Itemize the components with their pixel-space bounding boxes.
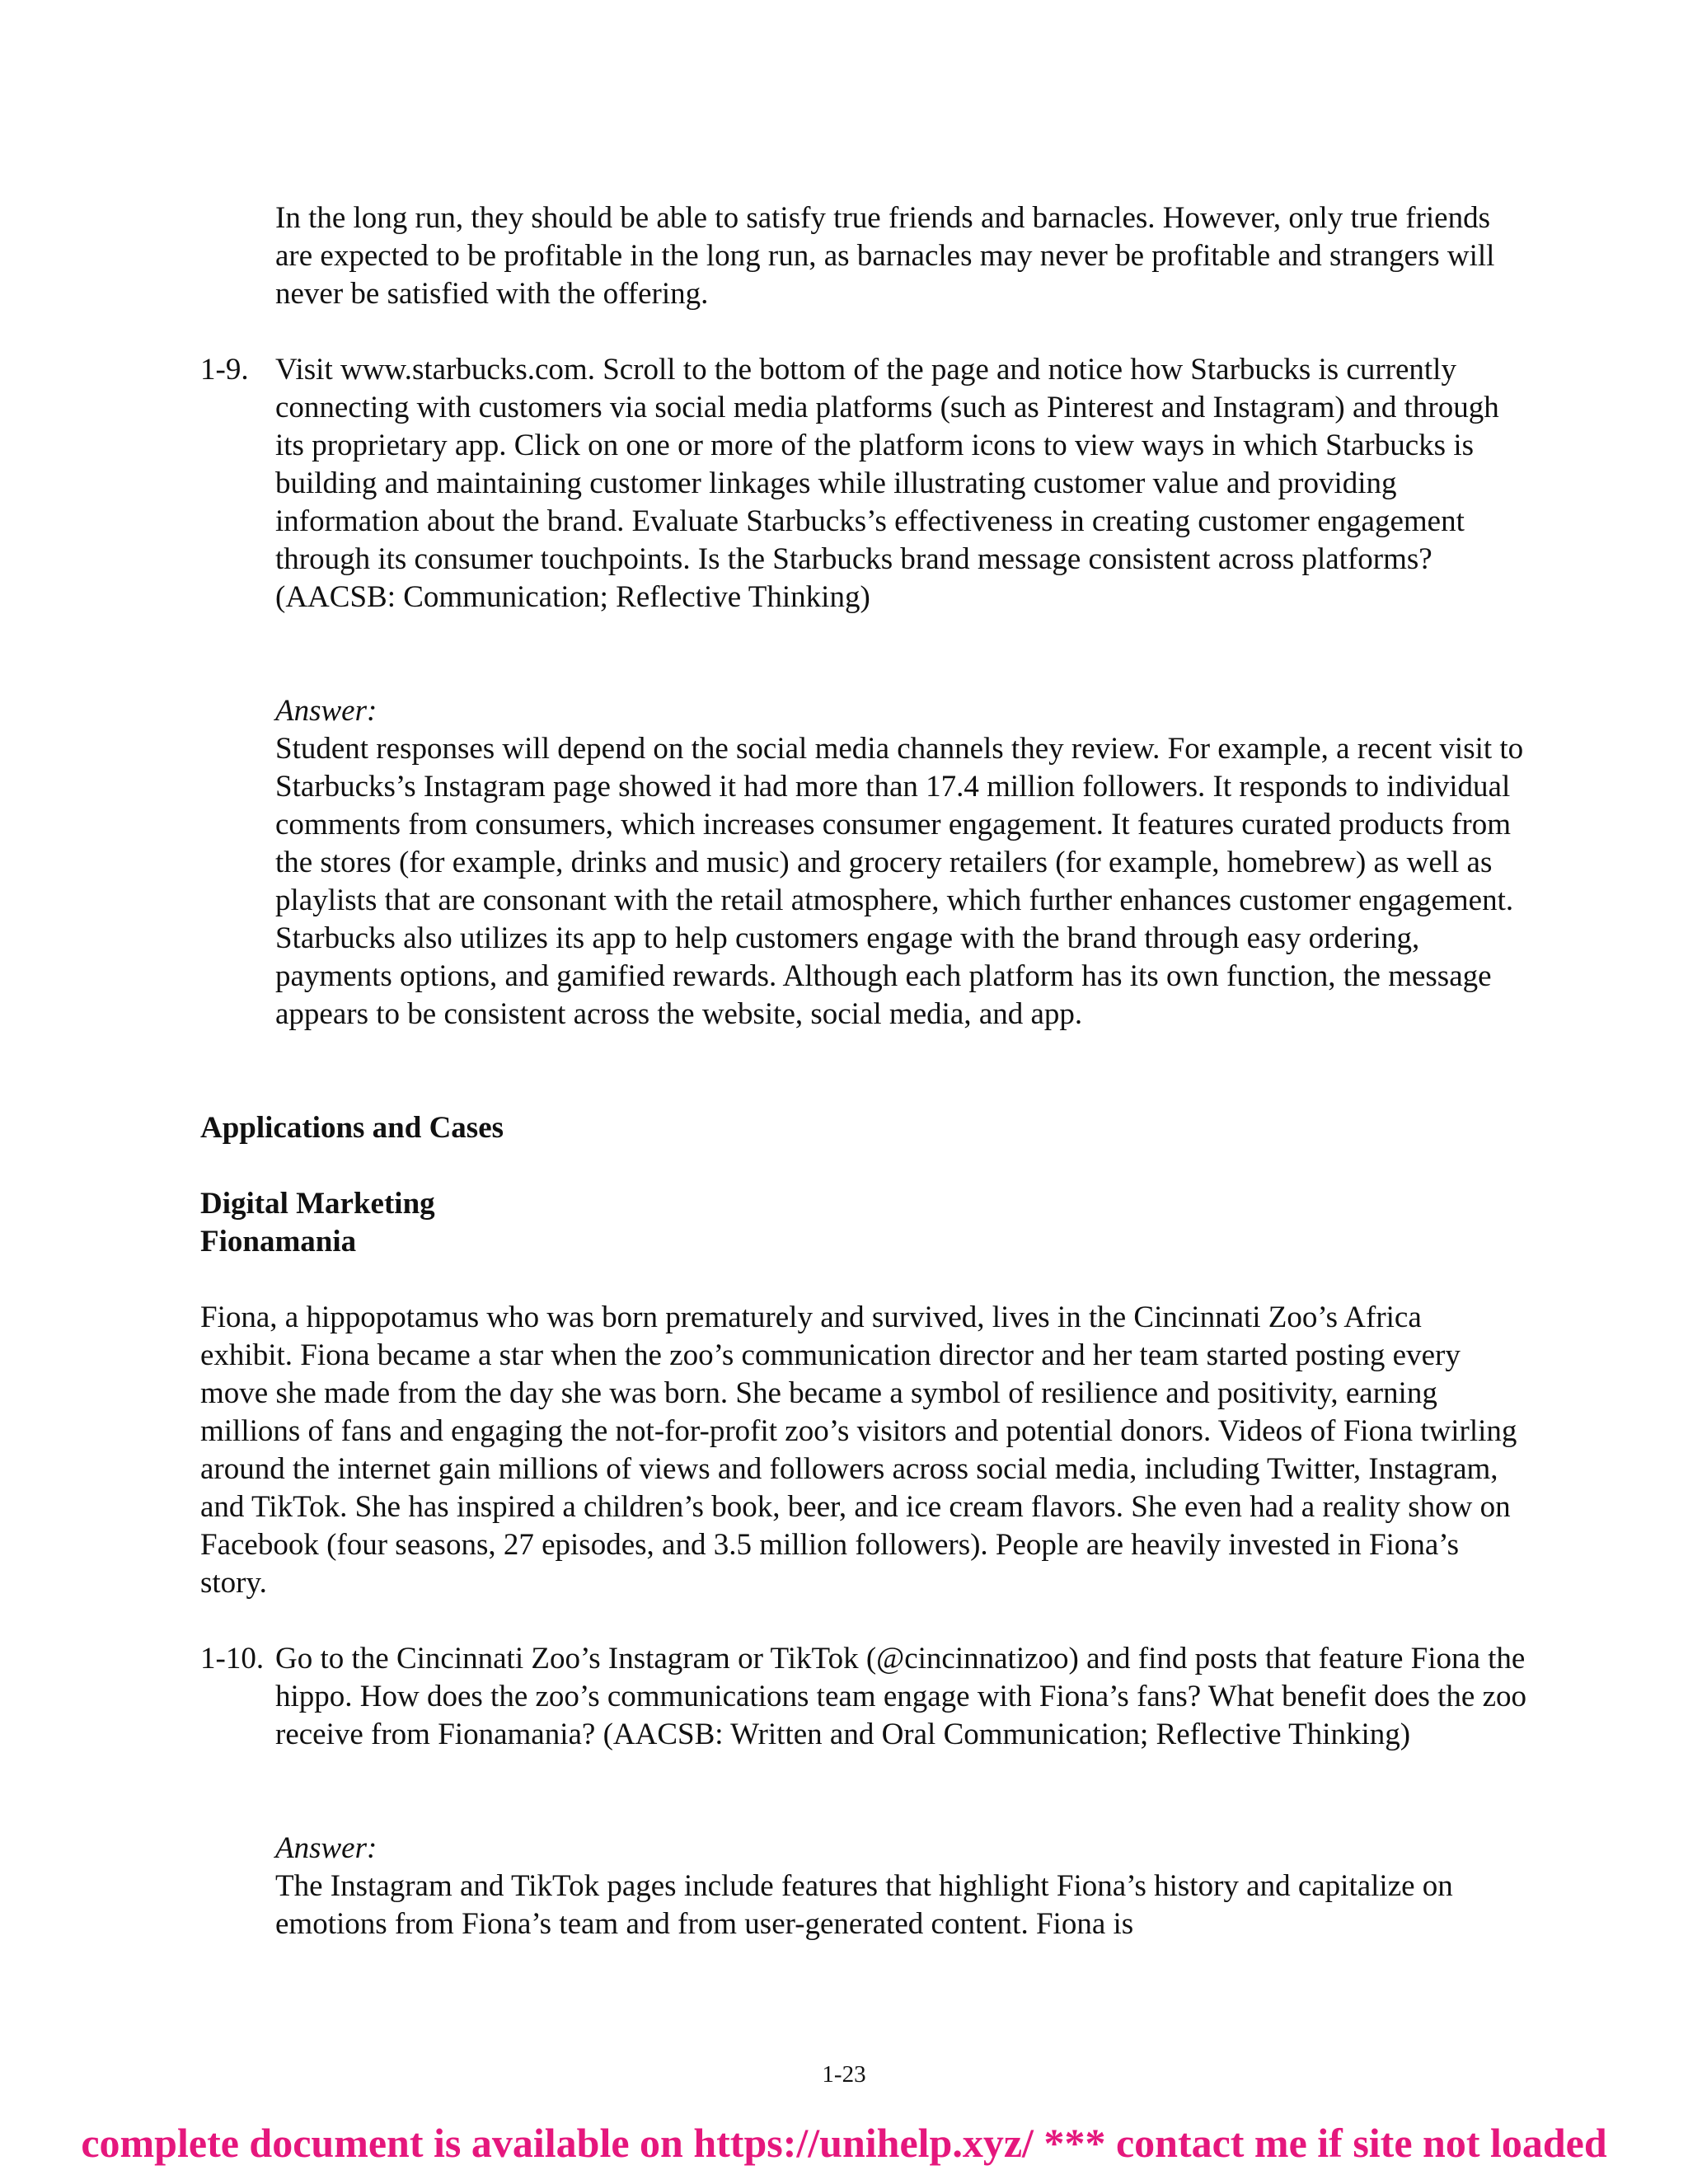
case-heading: Digital Marketing [200,1187,435,1221]
page-number: 1-23 [822,2061,866,2088]
question-number-1-10: 1-10. [200,1642,265,1675]
case-paragraph: Fiona, a hippopotamus who was born prematurely and survived, lives in the Cincinnati Zoo’s Africa exhibit. Fiona became a star when the zoo’s communication director and her team started posting every move she made from the day she was born. She became a symbol of resilience and positivity, earning millions of fans and engaging the not-for-profit zoo’s visitors and potential donors. Videos of Fiona twirling around the internet gain millions of views and followers across social media, including Twitter, Instagram, and TikTok. She has inspired a children’s book, beer, and ice cream flavors. She even had a reality show on Facebook (four seasons, 27 episodes, and 3.5 million followers). People are heavily invested in Fiona’s story. [200,1301,1517,1600]
answer-text-1-9: Student responses will depend on the social media channels they review. For example, a recent visit to Starbucks’s Instagram page showed it had more than 17.4 million followers. It responds to individual comments from consumers, which increases consumer engagement. It features curated products from the stores (for example, drinks and music) and grocery retailers (for example, homebrew) as well as playlists that are consonant with the retail atmosphere, which further enhances customer engagement. Starbucks also utilizes its app to help customers engage with the brand through easy ordering, payments options, and gamified rewards. Although each platform has its own function, the message appears to be consistent across the website, social media, and app. [275,732,1524,1031]
question-text-1-9: Visit www.starbucks.com. Scroll to the bottom of the page and notice how Starbucks is currently connecting with customers via social media platforms (such as Pinterest and Instagram) and through its proprietary app. Click on one or more of the platform icons to view ways in which Starbucks is building and maintaining customer linkages while illustrating customer value and providing information about the brand. Evaluate Starbucks’s effectiveness in creating customer engagement through its consumer touchpoints. Is the Starbucks brand message consistent across platforms? (AACSB: Communication; Reflective Thinking) [275,353,1499,614]
promo-banner: complete document is available on https://unihelp.xyz/ *** contact me if site not loaded [81,2120,1607,2166]
question-number-1-9: 1-9. [200,353,249,387]
answer-label-1-9: Answer: [275,694,377,728]
question-text-1-10: Go to the Cincinnati Zoo’s Instagram or TikTok (@cincinnatizoo) and find posts that feature Fiona the hippo. How does the zoo’s communications team engage with Fiona’s fans? What benefit does the zoo receive from Fionamania? (AACSB: Written and Oral Communication; Reflective Thinking) [275,1642,1527,1751]
intro-paragraph: In the long run, they should be able to satisfy true friends and barnacles. However, only true friends are expected to be profitable in the long run, as barnacles may never be profitable and strangers will never be satisfied with the offering. [275,201,1495,311]
case-subheading: Fionamania [200,1225,357,1258]
section-heading: Applications and Cases [200,1111,504,1145]
answer-label-1-10: Answer: [275,1831,377,1865]
answer-text-1-10: The Instagram and TikTok pages include features that highlight Fiona’s history and capitalize on emotions from Fiona’s team and from user-generated content. Fiona is [275,1869,1453,1941]
